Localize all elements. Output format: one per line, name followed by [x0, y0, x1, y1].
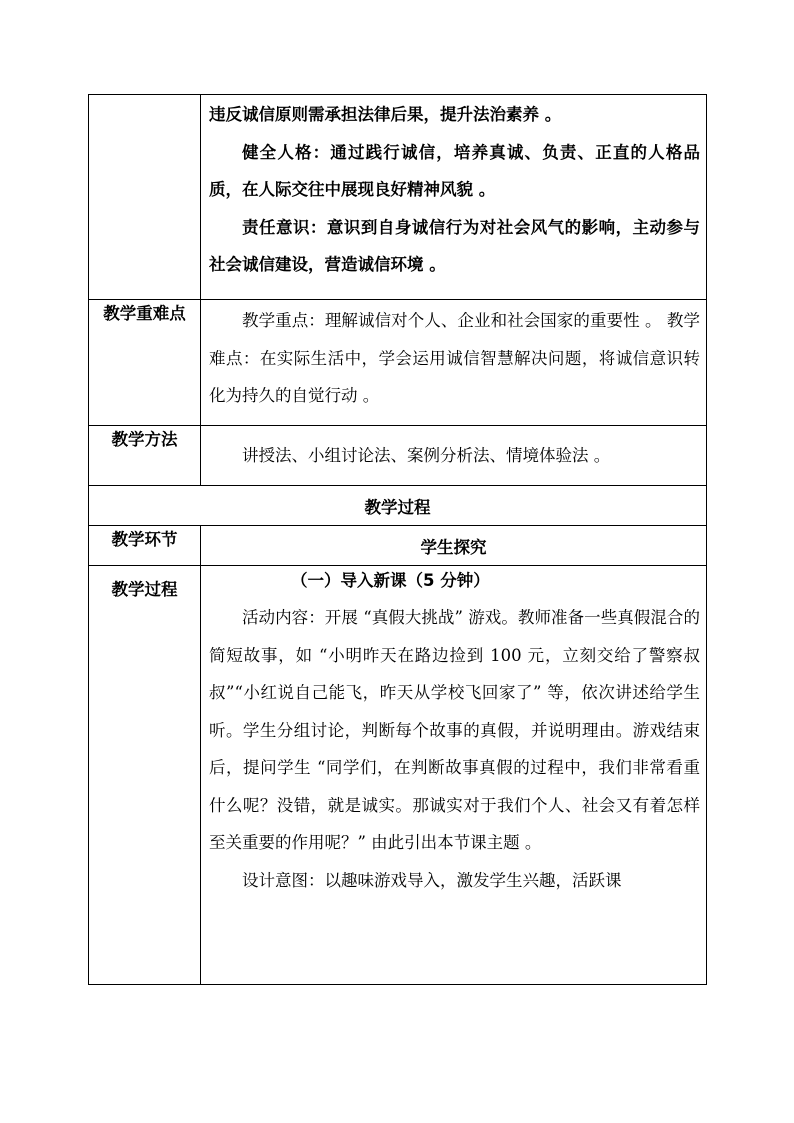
methods-row	[89, 426, 707, 486]
column-right-header: 学生探究	[201, 526, 707, 566]
methods-content-cell	[201, 426, 707, 486]
methods-label: 教学方法	[89, 426, 201, 486]
goals-responsibility: 责任意识：意识到自身诚信行为对社会风气的影响，主动参与社会诚信建设，营造诚信环境 。	[209, 217, 700, 274]
process-section-title: （一）导入新课（5 分钟）	[291, 571, 490, 590]
goals-label-cell	[89, 95, 201, 300]
columns-header-row	[89, 526, 707, 566]
key-points-text: 教学重点：理解诚信对个人、企业和社会国家的重要性 。 教学难点：在实际生活中，学会运用诚信智慧解决问题，将诚信意识转化为持久的自觉行动 。	[209, 311, 700, 405]
key-points-content-cell	[201, 300, 707, 426]
process-content-cell	[201, 566, 707, 985]
goals-row	[89, 95, 707, 300]
lesson-plan-table	[88, 94, 707, 985]
process-row	[89, 566, 707, 985]
process-activity: 活动内容：开展 “真假大挑战” 游戏。教师准备一些真假混合的简短故事，如 “小明昨天在路边捡到 100 元，立刻交给了警察叔叔”“小红说自己能飞，昨天从学校飞回家了” 等，依次讲述给学生听。学生分组讨论，判断每个故事的真假，并说明理由。游戏结束后，提问学生 “同学们，在判断故事真假的过程中，我们非常看重什么呢？没错，就是诚实。那诚实对于我们个人、社会又有着怎样至关重要的作用呢？” 由此引出本节课主题 。	[209, 608, 700, 852]
goals-line-1: 违反诚信原则需承担法律后果，提升法治素养 。	[209, 105, 562, 124]
process-title-row	[89, 486, 707, 526]
methods-text: 讲授法、小组讨论法、案例分析法、情境体验法 。	[242, 446, 611, 466]
key-points-label: 教学重难点	[89, 300, 201, 426]
goals-content-cell	[201, 95, 707, 300]
column-left-header: 教学环节	[89, 526, 201, 566]
process-label: 教学过程	[89, 566, 201, 985]
process-design: 设计意图：以趣味游戏导入，激发学生兴趣，活跃课	[242, 870, 622, 890]
goals-personality: 健全人格：通过践行诚信，培养真诚、负责、正直的人格品质，在人际交往中展现良好精神风貌 。	[209, 142, 700, 199]
process-title: 教学过程	[89, 486, 707, 526]
key-points-row	[89, 300, 707, 426]
